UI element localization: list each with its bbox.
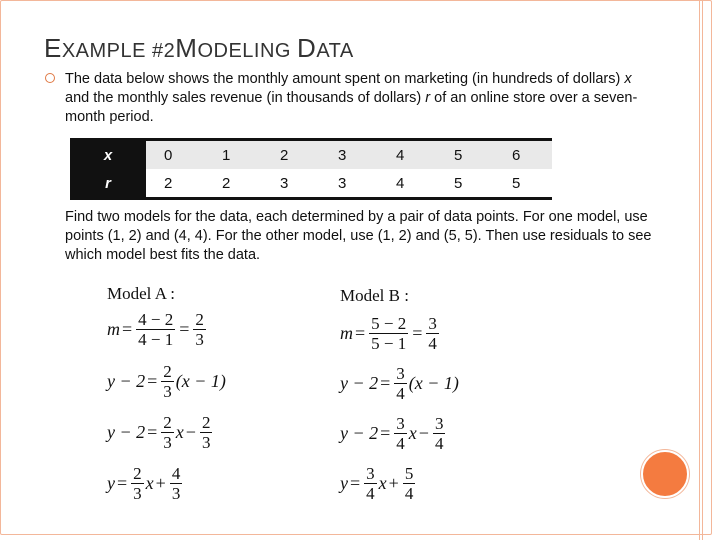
model-a-slope-intercept-equation: y = $\frac{2}{3}$ x + $\frac{4}{3}$: [107, 464, 181, 503]
row-header-x: x: [70, 140, 146, 170]
table-cell: 3: [320, 140, 378, 170]
table-cell: 3: [320, 169, 378, 199]
table-cell: 0: [146, 140, 204, 170]
model-b-title: Model B :: [340, 286, 409, 305]
table-row: [70, 169, 552, 199]
instructions-paragraph: Find two models for the data, each determined by a pair of data points. For one model, use points (1, 2) and (4, 4). For the other model, use (1, 2) and (5, 5). Then use residuals to see which model best fits the data.: [65, 209, 652, 263]
table-row: [70, 140, 552, 170]
table-cell: 2: [204, 169, 262, 199]
model-a-distributed-equation: y − 2 = $\frac{2}{3}$ x − $\frac{2}{3}$: [107, 413, 211, 452]
data-table: [70, 138, 552, 200]
model-b-slope-equation: m = $\frac{5 - 2}{5 - 1}$ = $\frac{3}{4}$: [340, 314, 437, 353]
table-cell: 4: [378, 169, 436, 199]
bullet-ring-icon: [45, 73, 55, 83]
slide-side-rail: [699, 0, 703, 540]
model-a-slope-equation: m = $\frac{4 - 2}{4 - 1}$ = $\frac{2}{3}$: [107, 310, 204, 349]
table-cell: 2: [262, 140, 320, 170]
model-a-point-slope-equation: y − 2 = $\frac{2}{3}$ (x − 1): [107, 362, 226, 401]
table-cell: 5: [494, 169, 552, 199]
intro-paragraph: The data below shows the monthly amount spent on marketing (in hundreds of dollars) x and the monthly sales revenue (in thousands of dollars) r of an online store over a seven-month period.: [65, 71, 638, 125]
table-cell: 5: [436, 140, 494, 170]
table-cell: 2: [146, 169, 204, 199]
table-cell: 6: [494, 140, 552, 170]
table-cell: 5: [436, 169, 494, 199]
table-cell: 3: [262, 169, 320, 199]
model-b-distributed-equation: y − 2 = $\frac{3}{4}$ x − $\frac{3}{4}$: [340, 414, 444, 453]
model-b-slope-intercept-equation: y = $\frac{3}{4}$ x + $\frac{5}{4}$: [340, 464, 414, 503]
table-cell: 4: [378, 140, 436, 170]
row-header-r: r: [70, 169, 146, 199]
model-a-title: Model A :: [107, 284, 176, 303]
decorative-circle: [641, 450, 689, 498]
slide-title: EXAMPLE #2MODELING DATA: [44, 33, 354, 63]
table-cell: 1: [204, 140, 262, 170]
model-b-point-slope-equation: y − 2 = $\frac{3}{4}$ (x − 1): [340, 364, 459, 403]
